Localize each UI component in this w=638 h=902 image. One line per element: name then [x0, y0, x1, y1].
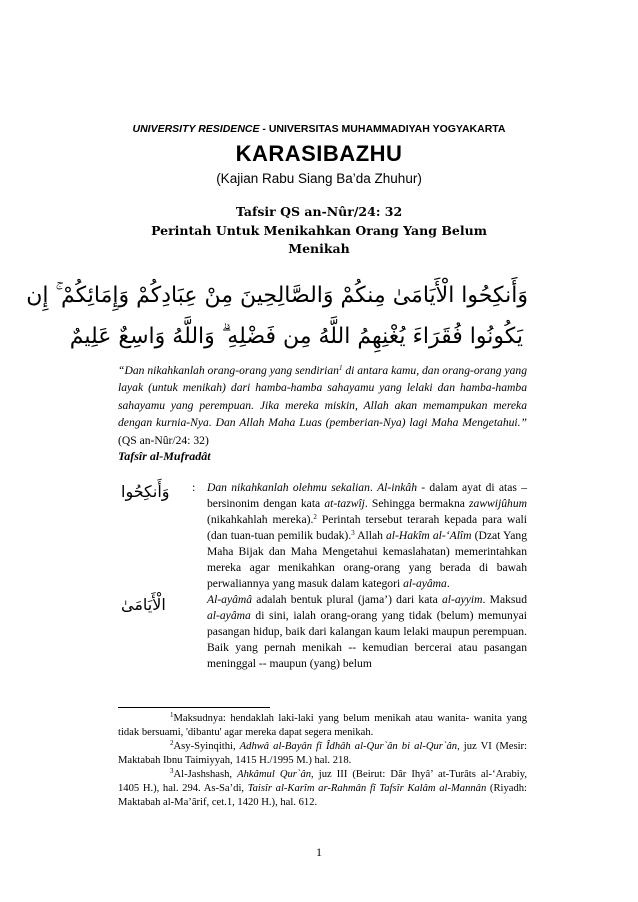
university-name: UNIVERSITAS MUHAMMADIYAH YOGYAKARTA	[268, 123, 506, 135]
footnote-text: Al-Jashshash,	[173, 769, 238, 781]
arabic-verse-line-1: وَأَنكِحُوا الْأَيَامَىٰ مِنكُمْ وَالصَّالِحِينَ مِنْ عِبَادِكُمْ وَإِمَائِكُمْ ۚ إِن	[26, 283, 528, 308]
term-italic: al-ayâma	[403, 577, 447, 590]
footnote-text: (Riyadh: Maktabah al-Ma’ârif, cet.1, 1420 H.), hal. 612.	[118, 782, 527, 808]
term-italic: Al-inkâh	[377, 481, 417, 494]
text-run: Allah	[354, 529, 386, 542]
footnote-number: 1	[170, 711, 174, 719]
arabic-verse-line-2: يَكُونُوا فُقَرَاءَ يُغْنِهِمُ اللَّهُ مِن فَضْلِهِ ۗ وَاللَّهُ وَاسِعٌ عَلِيمٌ	[69, 324, 523, 349]
page-number: 1	[316, 845, 322, 859]
footnote-1	[118, 712, 527, 739]
footnotes	[118, 712, 527, 810]
page-title: KARASIBAZHU	[235, 141, 403, 166]
term-italic: al-ayyim	[441, 593, 483, 606]
explanation-paragraph-2	[207, 592, 527, 672]
document-header	[0, 123, 638, 135]
footnote-book-title: Adhwâ al-Bayân fî Îdhâh al-Qur`ân bi al-Qur`ân	[239, 741, 458, 753]
footnote-number: 3	[170, 767, 174, 776]
term-gloss: Dan nikahkanlah olehmu sekalian	[207, 481, 370, 494]
footnote-divider	[118, 707, 270, 708]
footnote-text: Asy-Syinqithi,	[173, 741, 240, 753]
footnote-text: , juz VI (Mesir: Maktabah Ibnu Taimiyyah, 1415 H./1995 M.) hal. 218.	[118, 741, 528, 766]
tafsir-reference: Tafsir QS an-Nûr/24: 32	[235, 204, 403, 219]
text-run: . Sehingga bermakna	[364, 497, 470, 510]
footnote-marker-1: 1	[338, 364, 343, 372]
header-separator: -	[259, 123, 269, 135]
residence-label: UNIVERSITY RESIDENCE	[132, 123, 260, 135]
term-italic: al-ayâma	[207, 609, 251, 622]
term-italic: zawwijûhum	[469, 497, 527, 510]
term-italic: Al-ayâmâ	[207, 593, 253, 606]
footnote-2	[118, 740, 527, 767]
footnote-number: 2	[170, 739, 174, 748]
text-run: (Dzat Yang Maha Bijak dan Maha Mengetahui kemaslahatan) memerintahkan mereka agar menikahkan orang-orang yang berada di bawah perwaliannya yang masuk dalam kategori	[207, 529, 527, 590]
mufradat-explanation	[207, 480, 527, 672]
arabic-term-ankihu: وَأَنكِحُوا	[121, 482, 170, 501]
text-run: - dalam ayat di atas – bersinonim dengan kata	[207, 481, 528, 510]
footnote-book-title: Taisîr al-Karîm ar-Rahmân fî Tafsîr Kalâm al-Mannân	[247, 782, 487, 794]
text-run: Perintah tersebut terarah kepada para wali (dan tuan-tuan pemilik budak).	[207, 513, 527, 542]
footnote-marker-3: 3	[351, 529, 355, 537]
translation-text-2: di antara kamu, dan orang-orang yang layak (untuk menikah) dari hamba-hamba sahayamu yang lelaki dan hamba-hamba sahayamu yang perempuan. Jika mereka miskin, Allah akan memampukan mereka dengan kurnia-Nya. Dan Allah Maha Luas (pemberian-Nya) lagi Maha Mengetahui.”	[118, 364, 527, 430]
verse-translation	[118, 362, 527, 449]
arabic-term-ayama: الْأَيَامَىٰ	[121, 595, 166, 614]
explanation-paragraph-1	[207, 480, 527, 592]
footnote-marker-2: 2	[313, 513, 317, 521]
term-italic: at-tazwîj	[324, 497, 365, 510]
text-run: .	[369, 481, 378, 494]
section-heading: Tafsîr al-Mufradât	[118, 449, 211, 463]
footnote-3	[118, 768, 527, 809]
text-run: (nikahkahlah mereka).	[207, 513, 314, 526]
page-subtitle: (Kajian Rabu Siang Ba’da Zhuhur)	[216, 171, 422, 186]
footnote-book-title: Ahkâmul Qur`ân	[237, 769, 312, 781]
text-run: adalah bentuk plural (jama’) dari kata	[252, 593, 442, 606]
footnote-text: , juz III (Beirut: Dâr Ihyâ’ at-Turâts al-‘Arabiy, 1405 H.), hal. 294. As-Sa’di,	[118, 769, 527, 794]
topic-heading: Perintah Untuk Menikahkan Orang Yang Belum Menikah	[151, 223, 487, 256]
footnote-text: Maksudnya: hendaklah laki-laki yang belum menikah atau wanita- wanita yang tidak bersuami, 'dibantu' agar mereka dapat segera menikah.	[118, 713, 527, 738]
verse-citation: (QS an-Nûr/24: 32)	[118, 433, 209, 447]
text-run: . Maksud	[482, 593, 527, 606]
term-colon: :	[192, 480, 196, 494]
term-italic: al-Hakîm al-‘Alîm	[386, 529, 472, 542]
translation-text-1: “Dan nikahkanlah orang-orang yang sendirian	[118, 364, 339, 377]
text-run: .	[446, 577, 450, 590]
text-run: di sini, ialah orang-orang yang tidak (belum) memunyai pasangan hidup, baik dari kalangan kaum lelaki maupun perempuan. Baik yang pernah menikah -- kemudian bercerai atau pasangan meninggal -- maupun (yang) belum	[207, 609, 527, 670]
